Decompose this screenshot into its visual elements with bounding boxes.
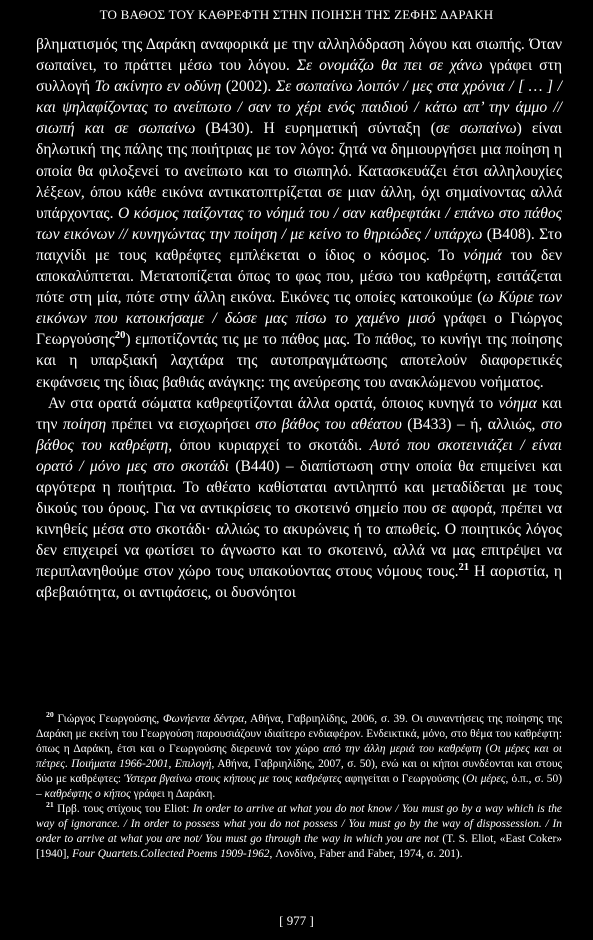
running-head: ΤΟ ΒΑΘΟΣ ΤΟΥ ΚΑΘΡΕΦΤΗ ΣΤΗΝ ΠΟΙΗΣΗ ΤΗΣ ΖΕΦΗΣ ΔΑΡΑΚΗ <box>99 7 494 22</box>
italic-quote: Αυτό που σκοτεινιάζει / είναι ορατό / μόνο μες στο σκοτάδι <box>36 436 562 475</box>
text-run: Αν στα ορατά σώματα καθρεφτίζονται άλλα ορατά, όποιος κυνηγά το <box>48 394 499 412</box>
italic-quote: In order to arrive at what you do not know / You must go by a way which is the way of ignorance. / In order to possess what you do not possess / You must go by the way of dispossession. / In order to arrive at what you are not/ You must go through the way in which you are not <box>36 803 562 845</box>
text-run: ( <box>481 743 490 755</box>
italic-quote: από την άλλη μεριά του καθρέφτη <box>323 743 482 755</box>
page-number: [ 977 ] <box>279 913 314 928</box>
footnote-number: 20 <box>46 710 54 720</box>
text-run: Η αοριστία, η αβεβαιότητα, οι αντιφάσεις, οι δυσνόητοι <box>36 563 563 602</box>
italic-quote: στο βάθος του καθρέφτη <box>36 415 563 454</box>
italic-word: νόημα <box>498 394 537 412</box>
footnotes <box>36 712 562 862</box>
book-title: Four Quartets.Collected Poems 1909-1962 <box>72 848 270 860</box>
footnote-ref-20[interactable]: 20 <box>114 330 126 342</box>
body-text <box>36 34 562 604</box>
text-run: βληματισμός της Δαράκη αναφορικά με την αλληλόδραση λόγου και σιωπής. Όταν σωπαίνει, το πράττει μέσω του λόγου. <box>36 36 562 75</box>
text-run: Πρβ. τους στίχους του Eliot: <box>53 803 193 815</box>
text-run: και την <box>36 394 562 433</box>
text-run: (Β440) – διαπίστωση στην οποία θα επιμείνει και αργότερα η ποιήτρια. Το αθέατο καθίσταται αντιληπτό και μεταδίδεται με τους δικούς του όρους. Για να αντικρίσεις το σκοτεινό σημείο που σε αφορά, πρέπει να κινηθείς μέσα στο σκοτάδι· αλλιώς το ακυρώνεις ή το απωθείς. Ο ποιητικός λόγος δεν επιχειρεί να φωτίσει το άγνωστο και το σκοτεινό, αλλά να μας επιτρέψει να περιπλανηθούμε στον χώρο τους υπακούοντας στους νόμους τους. <box>36 457 563 581</box>
text-run: , όπου κυριαρχεί το σκοτάδι. <box>168 436 370 454</box>
italic-quote: Ο κόσμος παίζοντας το νόημά του / σαν καθρεφτάκι / επάνω στο πάθος των εικόνων // κυνηγώντας την ποίηση / με κείνο το θηριώδες / υπάρχω <box>36 204 562 243</box>
footnote-number: 21 <box>46 800 54 810</box>
text-run: γράφει στη συλλογή <box>36 57 563 96</box>
text-run: ) είναι δηλωτική της πάλης της ποιήτριας με τον λόγο: ζητά να δημιουργήσει μια ποίηση η οποία θα φιλοξενεί το ανείπωτο και το σιωπηλό. Κατασκευάζει έτσι αλληλουχίες λέξεων, όπου κάθε εικόνα αντικατοπτρίζεται σε μιαν άλλη, όχι σημαίνοντας αλλά υπάρχοντας. <box>36 120 562 222</box>
italic-quote: Ύστερα βγαίνω στους κήπους με τους καθρέφτες <box>124 773 342 785</box>
book-title: Οι μέρες <box>466 773 506 785</box>
text-run: του δεν αποκαλύπτεται. Μετατοπίζεται όπως το φως που, μέσω του καθρέφτη, εσιτάζεται πότε στη μία, πότε στην άλλη εικόνα. Εικόνες τις οποίες κατοικούμε ( <box>36 246 562 307</box>
italic-quote: στο βάθος του αθέατου <box>255 415 402 433</box>
text-run: γράφει ο Γιώργος Γεωργούσης <box>36 310 562 349</box>
text-run: πρέπει να εισχωρήσει <box>106 415 256 433</box>
book-title: Οι μέρες και οι πέτρες <box>36 743 562 770</box>
book-title: Φωνήεντα δέντρα <box>163 713 245 725</box>
text-run: , ό.π., σ. 50) – <box>36 773 562 800</box>
text-run: , Λονδίνο, Faber and Faber, 1974, σ. 201). <box>269 848 463 860</box>
italic-quote: σε σωπαίνω <box>435 120 517 138</box>
italic-word: νόημά <box>463 246 502 264</box>
text-run: (2002). <box>221 78 276 96</box>
text-run: . <box>64 758 72 770</box>
body-paragraph-1 <box>36 34 562 393</box>
italic-quote: καθρέφτης ο κήπος <box>44 788 131 800</box>
footnote-21 <box>36 802 562 862</box>
text-run: , Αθήνα, Γαβριηλίδης, 2007, σ. 50), ενώ και οι κήποι συνδέονται και στους δύο με καθρέφτες: <box>36 758 562 785</box>
italic-quote: Σε ονομάζω θα πει σε χάνω <box>296 57 483 75</box>
text-run: Γιώργος Γεωργούσης, <box>53 713 163 725</box>
body-paragraph-2 <box>36 393 562 604</box>
text-run: (Β433) – ή, αλλιώς, <box>401 415 541 433</box>
book-title: Το ακίνητο εν οδύνη <box>94 78 222 96</box>
text-run: ) εμποτίζοντάς τις με το πάθος μας. Το πάθος, το κυνήγι της ποίησης και η υπαρξιακή λαχτάρα της αυτοπραγμάτωσης αποτελούν διαφορετικές εκφάνσεις της ίδιας βαθιάς ανάγκης: της ανεύρεσης του ανακλώμενου νοήματος. <box>36 331 562 391</box>
text-run: (Β430). Η ευρηματική σύνταξη ( <box>195 120 436 138</box>
text-run: (Β408). Στο παιχνίδι με τους καθρέφτες εμπλέκεται ο ίδιος ο κόσμος. Το <box>36 225 562 264</box>
footnote-20 <box>36 712 562 802</box>
text-run: γράφει η Δαράκη. <box>130 788 216 800</box>
text-run: αφηγείται ο Γεωργούσης ( <box>341 773 467 785</box>
footnote-ref-21[interactable]: 21 <box>458 562 470 574</box>
text-run: , Αθήνα, Γαβριηλίδης, 2006, σ. 39. Οι συναντήσεις της ποίησης της Δαράκη με εκείνη του Γεωργούση παρουσιάζουν ιδιαίτερο ενδιαφέρον. Ενδεικτικά, μόνο, στο θέμα του καθρέφτη: όπως η Δαράκη, έτσι και ο Γεωργούσης διερευνά τον χώρο <box>36 713 563 755</box>
italic-quote: Σε σωπαίνω λοιπόν / μες στα χρόνια / [ … ] / και ψηλαφίζοντας το ανείπωτο / σαν το χέρι ενός παιδιού / κάτω απ’ την άμμο // σιωπή και σε σωπαίνω <box>36 78 562 138</box>
italic-quote: ω Κύριε των εικόνων που κατοικήσαμε / δώσε μας πίσω το χαμένο μισό <box>36 289 562 328</box>
text-run: (T. S. Eliot, «East Coker» [1940], <box>36 833 562 860</box>
italic-word: ποίηση <box>62 415 107 433</box>
book-title: Ποιήματα 1966-2001, Επιλογή <box>71 758 212 770</box>
